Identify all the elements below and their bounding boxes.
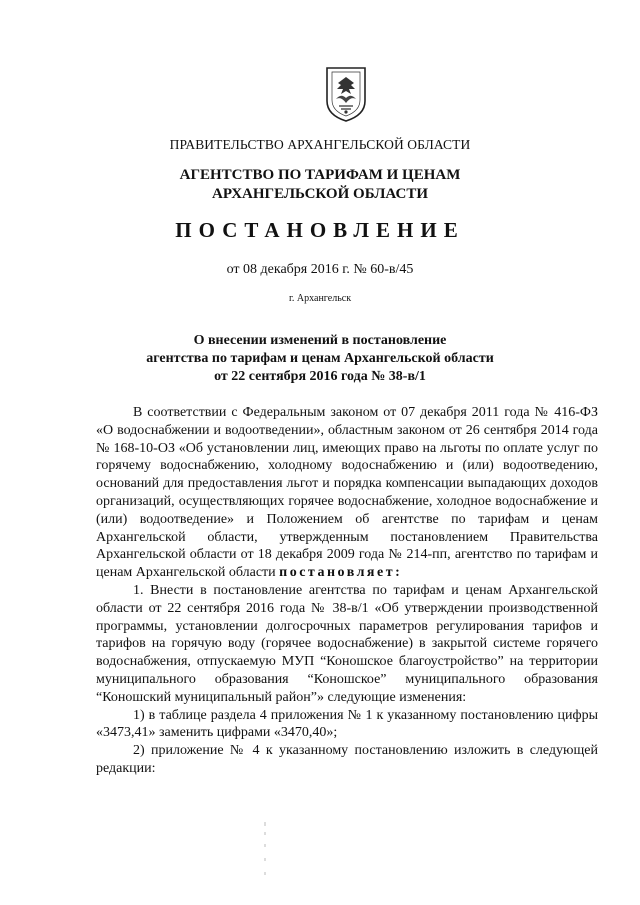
document-subject — [0, 332, 640, 386]
subclause-paragraph: 2) приложение № 4 к указанному постановлению изложить в следующей редакции: — [96, 743, 598, 776]
agency-name-line: АРХАНГЕЛЬСКОЙ ОБЛАСТИ — [212, 186, 428, 202]
coat-of-arms-icon — [323, 65, 369, 123]
subclause-paragraph: 1) в таблице раздела 4 приложения № 1 к указанному постановлению цифры «3473,41» заменить цифрами «3470,40»; — [96, 707, 598, 741]
preamble-text: В соответствии с Федеральным законом от 07 декабря 2011 года № 416-ФЗ «О водоснабжении и водоотведении», областным законом от 26 сентября 2014 года № 168-10-ОЗ «Об установлении лиц, имеющих право на льготы по оплате услуг по горячему водоснабжению, холодному водоснабжению и (или) водоотведению, оснований для предоставления льгот и порядка компенсации выпадающих доходов организаций, осуществляющих горячее водоснабжение, холодное водоснабжение и (или) водоотведение» и Положением об агентстве по тарифам и ценам Архангельской области, утвержденным постановлением Правительства Архангельской области от 18 декабря 2009 года № 214-пп, агентство по тарифам и ценам Архангельской области — [96, 405, 598, 581]
agency-name-line: АГЕНТСТВО ПО ТАРИФАМ И ЦЕНАМ — [179, 167, 461, 183]
scan-artifact — [264, 822, 266, 882]
document-body — [96, 404, 598, 778]
subject-line: О внесении изменений в постановление — [193, 333, 447, 348]
subject-line: агентства по тарифам и ценам Архангельской области — [146, 351, 494, 366]
government-name: ПРАВИТЕЛЬСТВО АРХАНГЕЛЬСКОЙ ОБЛАСТИ — [169, 137, 471, 152]
clause-paragraph: 1. Внести в постановление агентства по тарифам и ценам Архангельской области от 22 сентября 2016 года № 38-в/1 «Об утверждении производственной программы, установлении долгосрочных параметров регулирования тарифов и тарифов на горячую воду (горячее водоснабжение) в закрытой системе горячего водоснабжения, отпускаемую МУП “Коношское благоустройство” на территории муниципального образования “Коношское” муниципального образования “Коношский муниципальный район”» следующие изменения: — [96, 582, 598, 705]
agency-name — [0, 166, 640, 204]
preamble-paragraph — [96, 404, 598, 582]
subject-line: от 22 сентября 2016 года № 38-в/1 — [214, 369, 426, 384]
document-date-number: от 08 декабря 2016 г. № 60-в/45 — [226, 262, 414, 277]
document-city: г. Архангельск — [288, 293, 352, 304]
document-type: ПОСТАНОВЛЕНИЕ — [175, 218, 465, 242]
resolve-word: постановляет: — [279, 565, 403, 581]
